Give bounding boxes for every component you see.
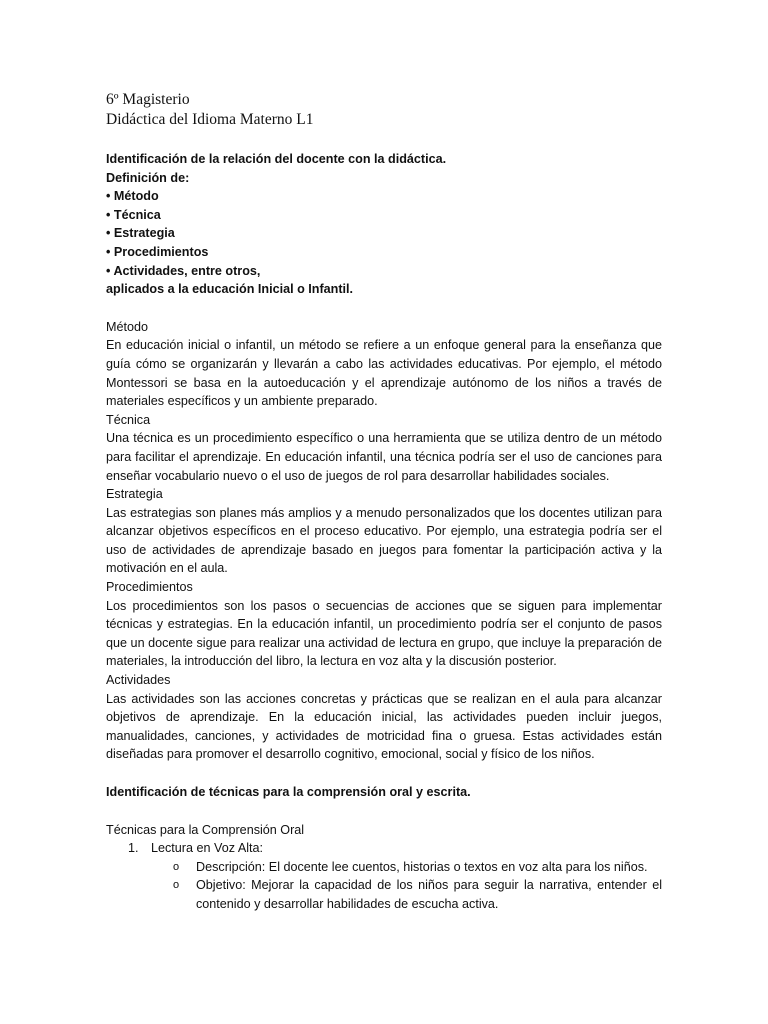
part2-subheading: Técnicas para la Comprensión Oral xyxy=(106,822,305,837)
section-body-metodo: En educación inicial o infantil, un método se refiere a un enfoque general para la enseñanza que guía cómo se organizarán y llevarán a cabo las actividades educativas. Por ejemplo, el método Montessori se basa en la autoeducación y el aprendizaje autónomo de los niños a través de materiales específicos y un ambiente preparado. xyxy=(106,338,662,409)
section-body-procedimientos: Los procedimientos son los pasos o secuencias de acciones que se siguen para implementar técnicas y estrategias. En la educación infantil, un procedimiento podría ser el conjunto de pasos que un docente sigue para realizar una actividad de lectura en grupo, que incluye la preparación de materiales, la introducción del libro, la lectura en voz alta y la discusión posterior. xyxy=(106,598,662,669)
definition-item: • Técnica xyxy=(106,207,161,222)
section-heading-metodo: Método xyxy=(106,319,149,334)
part2-title: Identificación de técnicas para la comprensión oral y escrita. xyxy=(106,785,471,799)
technique-item xyxy=(106,839,662,913)
technique-label: Lectura en Voz Alta: xyxy=(151,841,264,856)
definition-list xyxy=(106,187,662,280)
technique-number: 1. xyxy=(128,841,139,856)
definition-item: • Estrategia xyxy=(106,226,175,241)
header-course: 6º Magisterio xyxy=(106,91,190,108)
circle-bullet-icon: o xyxy=(173,860,180,873)
definition-item: • Actividades, entre otros, xyxy=(106,263,261,278)
definition-label: Definición de: xyxy=(106,170,190,185)
section-heading-actividades: Actividades xyxy=(106,673,171,688)
section-body-estrategia: Las estrategias son planes más amplios y a menudo personalizados que los docentes utilizan para alcanzar objetivos específicos en el proceso educativo. Por ejemplo, una estrategia podría ser el uso de actividades de aprendizaje basado en juegos para fomentar la participación activa y la motivación en el aula. xyxy=(106,505,662,576)
oral-comprehension-section xyxy=(106,783,662,914)
section-body-tecnica: Una técnica es un procedimiento específico o una herramienta que se utiliza dentro de un método para facilitar el aprendizaje. En educación infantil, una técnica podría ser el uso de canciones para enseñar vocabulario nuevo o el uso de juegos de rol para desarrollar habilidades sociales. xyxy=(106,431,662,483)
circle-bullet-icon: o xyxy=(173,879,180,892)
technique-details xyxy=(106,858,662,914)
intro-title: Identificación de la relación del docente con la didáctica. xyxy=(106,152,447,166)
section-heading-procedimientos: Procedimientos xyxy=(106,580,193,595)
section-body-actividades: Las actividades son las acciones concretas y prácticas que se realizan en el aula para alcanzar objetivos de aprendizaje. En la educación inicial, las actividades pueden incluir juegos, manualidades, canciones, y actividades de motricidad fina o gruesa. Estas actividades están diseñadas para promover el desarrollo cognitivo, emocional, social y físico de los niños. xyxy=(106,691,662,762)
technique-detail xyxy=(106,876,662,913)
intro-closing: aplicados a la educación Inicial o Infantil. xyxy=(106,282,354,297)
definition-item: • Método xyxy=(106,189,159,204)
section-heading-estrategia: Estrategia xyxy=(106,487,163,502)
technique-list xyxy=(106,839,662,913)
definitions-section xyxy=(106,318,662,764)
section-heading-tecnica: Técnica xyxy=(106,412,151,427)
header-subject: Didáctica del Idioma Materno L1 xyxy=(106,111,314,128)
technique-detail-text: Descripción: El docente lee cuentos, historias o textos en voz alta para los niños. xyxy=(196,859,648,874)
technique-detail-text: Objetivo: Mejorar la capacidad de los niños para seguir la narrativa, entender el contenido y desarrollar habilidades de escucha activa. xyxy=(196,878,662,911)
technique-detail xyxy=(106,858,662,877)
definition-item: • Procedimientos xyxy=(106,244,209,259)
intro-block xyxy=(106,150,662,299)
